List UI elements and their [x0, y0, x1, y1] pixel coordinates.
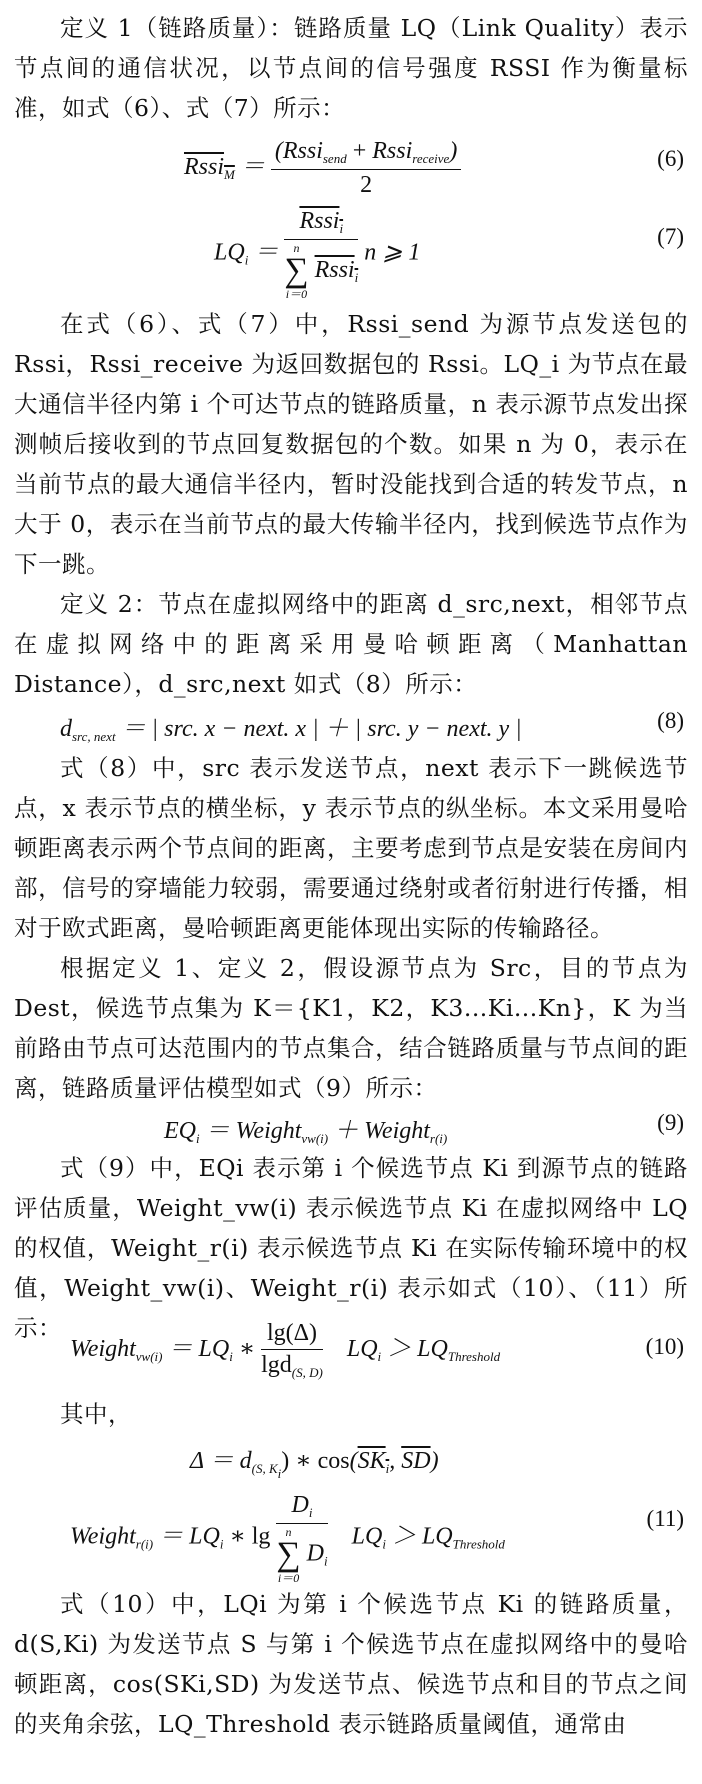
eq11-fraction: $D_i$ n ∑ i＝0 $D_i$	[276, 1492, 328, 1585]
delta-body: $\Delta = d_{(S, K_i}$) ∗ $\cos(SK_i$, $\overline{SD}$)	[190, 1448, 439, 1481]
eq8-number: (8)	[657, 708, 684, 733]
equation-9	[14, 1108, 688, 1148]
eq11-sum: n ∑ i＝0	[276, 1525, 301, 1585]
eq7-number: (7)	[657, 224, 684, 249]
definition-1-paragraph: 定义 1（链路质量）：链路质量 LQ（Link Quality）表示节点间的通信状况，以节点间的信号强度 RSSI 作为衡量标准，如式（6）、式（7）所示：	[14, 14, 688, 122]
model-paragraph: 根据定义 1、定义 2，假设源节点为 Src，目的节点为 Dest，候选节点集为 K＝{K1，K2，K3...Ki...Kn}，K 为当前路由节点可达范围内的节点集合，结合链路质量与节点间的距离，链路质量评估模型如式（9）所示：	[14, 954, 688, 1102]
eq7-sum: n ∑ i＝0	[284, 241, 309, 301]
eq8-body: $d_{src, next}$ ＝ | src. x − next. x | ＋ | src. y − next. y |	[60, 716, 522, 744]
eq6-fraction: $\frac{(Rssi_{send} + Rssi_{receive})}{2}$	[271, 138, 461, 199]
definition-2-paragraph: 定义 2：节点在虚拟网络中的距离 d_src,next，相邻节点在虚拟网络中的距离采用曼哈顿距离（Manhattan Distance），d_src,next 如式（8）所示：	[14, 590, 688, 698]
delta-equation	[14, 1434, 688, 1486]
among-text: 其中，	[60, 1400, 132, 1428]
equation-10	[14, 1308, 688, 1394]
eq10-number: (10)	[645, 1334, 684, 1359]
explanation-eq9-paragraph: 式（9）中，EQi 表示第 i 个候选节点 Ki 到源节点的链路评估质量，Weight_vw(i) 表示候选节点 Ki 在虚拟网络中 LQ 的权值，Weight_r(i) 表示候选节点 Ki 在实际传输环境中的权值，Weight_vw(i)、Weight_r(i) 表示如式（10）、（11）所示：	[14, 1154, 688, 1342]
equation-8	[14, 704, 688, 748]
eq7-body: $LQ_i$ ＝ Rssi$_i$ n ∑ i＝0 Rssi$_i$ n ⩾ 1	[214, 208, 421, 301]
eq11-number: (11)	[646, 1506, 684, 1531]
explanation-eq7-paragraph: 在式（6）、式（7）中，Rssi_send 为源节点发送包的 Rssi，Rssi_receive 为返回数据包的 Rssi。LQ_i 为节点在最大通信半径内第 i 个可达节点的链路质量，n 表示源节点发出探测帧后接收到的节点回复数据包的个数。如果 n 为 0，表示在当前节点的最大通信半径内，暂时没能找到合适的转发节点，n 大于 0，表示在当前节点的最大传输半径内，找到候选节点作为下一跳。	[14, 310, 688, 578]
equation-11	[14, 1486, 688, 1584]
explanation-eq8-paragraph: 式（8）中，src 表示发送节点，next 表示下一跳候选节点，x 表示节点的横坐标，y 表示节点的纵坐标。本文采用曼哈顿距离表示两个节点间的距离，主要考虑到节点是安装在房间内部，信号的穿墙能力较弱，需要通过绕射或者衍射进行传播，相对于欧式距离，曼哈顿距离更能体现出实际的传输路径。	[14, 754, 688, 942]
equation-7	[14, 202, 688, 304]
eq9-number: (9)	[657, 1110, 684, 1135]
eq6-lhs: Rssi$_M$ ＝ $\frac{(Rssi_{send} + Rssi_{receive})}{2}$	[184, 138, 461, 199]
eq11-body: Weight$_{r(i)}$ ＝ $LQ_i$ ∗ lg $D_i$ n ∑ i＝0 $D_i$ $LQ_i > LQ_{Threshold}$	[70, 1492, 505, 1585]
eq9-body: $EQ_i$ ＝ Weight$_{vw(i)}$ ＋ Weight$_{r(i)}$	[164, 1118, 448, 1146]
eq7-fraction: Rssi$_i$ n ∑ i＝0 Rssi$_i$	[284, 208, 359, 301]
eq10-body: Weight$_{vw(i)}$ ＝ $LQ_i$ ∗ $\frac{\lg(\Delta)}{\lg d_{(S, D)}}$ $LQ_i > LQ_{Threshold}$	[70, 1320, 501, 1380]
eq10-fraction: $\frac{\lg(\Delta)}{\lg d_{(S, D)}}$	[261, 1320, 323, 1380]
eq6-number: (6)	[657, 146, 684, 171]
equation-6	[14, 128, 688, 202]
explanation-eq10-paragraph: 式（10）中，LQi 为第 i 个候选节点 Ki 的链路质量，d(S,Ki) 为发送节点 S 与第 i 个候选节点在虚拟网络中的曼哈顿距离，cos(SKi,SD) 为发送节点、候选节点和目的节点之间的夹角余弦，LQ_Threshold 表示链路质量阈值，通常由	[14, 1590, 688, 1738]
